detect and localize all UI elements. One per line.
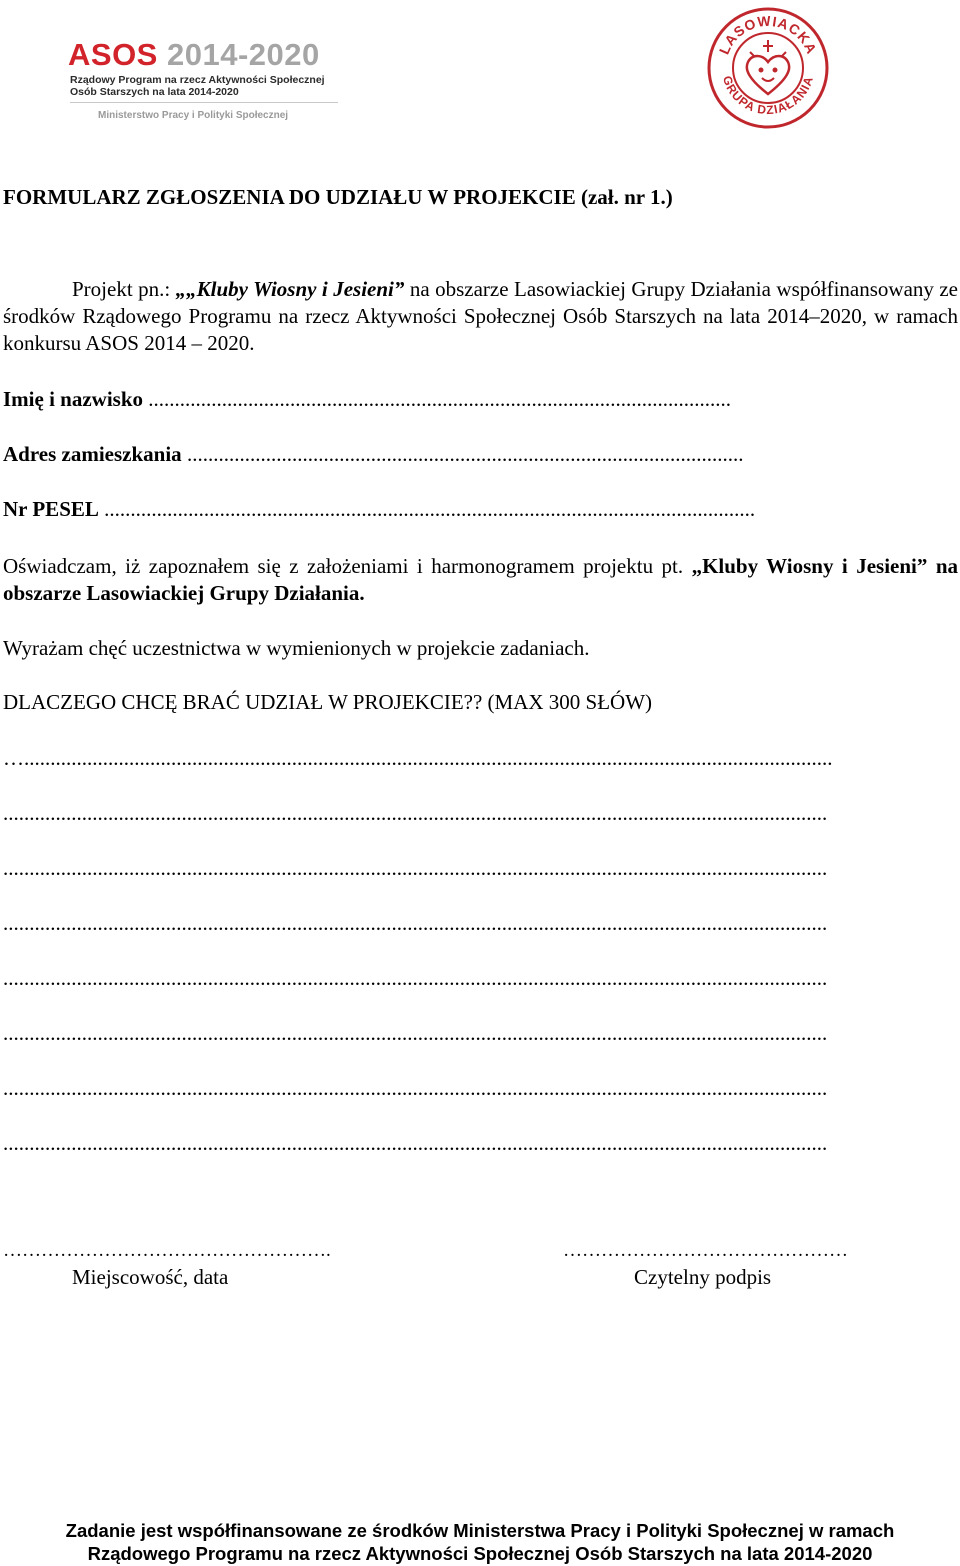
field-pesel-label: Nr PESEL bbox=[3, 497, 99, 521]
signature-field[interactable]: ……………………………………… bbox=[563, 1240, 848, 1261]
field-pesel-dots[interactable]: ............................................................................................................................ bbox=[98, 497, 756, 521]
declaration-project-name: „Kluby Wiosny i Jesieni” na obszarze Lasowiackiej Grupy Działania. bbox=[3, 554, 959, 605]
willingness-statement: Wyrażam chęć uczestnictwa w wymienionych w projekcie zadaniach. bbox=[3, 636, 590, 660]
field-name[interactable] bbox=[3, 387, 958, 412]
field-address-dots[interactable]: .......................................................................................................... bbox=[181, 442, 744, 466]
field-name-label: Imię i nazwisko bbox=[3, 387, 144, 411]
asos-logo-line1: Rządowy Program na rzecz Aktywności Społecznej bbox=[70, 74, 325, 86]
asos-logo-line2: Osób Starszych na lata 2014-2020 bbox=[70, 86, 239, 98]
project-intro bbox=[3, 276, 958, 357]
declaration-text: Oświadczam, iż zapoznałem się z założeniami i harmonogramem projektu pt. bbox=[3, 554, 692, 578]
footer-line-1: Zadanie jest współfinansowane ze środków Ministerstwa Pracy i Polityki Społecznej w ramach bbox=[65, 1520, 895, 1541]
signature-label: Czytelny podpis bbox=[634, 1265, 772, 1289]
answer-line-6[interactable]: ............................................................................................................................................................. bbox=[3, 1021, 828, 1045]
answer-line-7[interactable]: ............................................................................................................................................................. bbox=[3, 1076, 828, 1100]
asos-logo-title bbox=[68, 38, 320, 72]
declaration bbox=[3, 553, 958, 607]
asos-logo-divider bbox=[70, 102, 338, 103]
intro-rest: na obszarze Lasowiackiej Grupy Działania współfinansowany ze środków Rządowego Programu na rzecz Aktywności Społecznej Osób Starszych na lata 2014–2020, w ramach konkursu ASOS 2014 – 2020. bbox=[3, 277, 958, 355]
field-name-dots[interactable]: ............................................................................................................... bbox=[143, 387, 732, 411]
lgd-seal-logo bbox=[706, 6, 830, 130]
answer-line-8[interactable]: ............................................................................................................................................................. bbox=[3, 1131, 828, 1155]
field-address[interactable] bbox=[3, 442, 958, 467]
field-address-label: Adres zamieszkania bbox=[3, 442, 182, 466]
footer-line-2: Rządowego Programu na rzecz Aktywności Społecznej Osób Starszych na lata 2014-2020 bbox=[87, 1543, 873, 1564]
asos-logo-years: 2014-2020 bbox=[166, 37, 320, 72]
answer-line-3[interactable]: ............................................................................................................................................................. bbox=[3, 856, 828, 880]
seal-emblem-icon bbox=[706, 6, 830, 130]
intro-project-title: „„Kluby Wiosny i Jesieni” bbox=[175, 277, 405, 301]
answer-line-1[interactable]: ….......................................................................................................................................................... bbox=[3, 746, 833, 770]
field-pesel[interactable] bbox=[3, 497, 958, 522]
seal-top-text: LASOWIACKA bbox=[715, 12, 821, 57]
seal-bottom-text: GRUPA DZIAŁANIA bbox=[719, 74, 817, 118]
asos-logo-brand: ASOS bbox=[68, 37, 158, 72]
answer-line-5[interactable]: ............................................................................................................................................................. bbox=[3, 966, 828, 990]
place-date-field[interactable]: ……………………………………………. bbox=[3, 1240, 331, 1261]
answer-line-2[interactable]: ............................................................................................................................................................. bbox=[3, 801, 828, 825]
funding-footer bbox=[0, 1519, 960, 1565]
intro-prefix: Projekt pn.: bbox=[72, 277, 176, 301]
asos-logo bbox=[68, 38, 348, 128]
form-heading: FORMULARZ ZGŁOSZENIA DO UDZIAŁU W PROJEKCIE (zał. nr 1.) bbox=[3, 185, 673, 209]
motivation-question: DLACZEGO CHCĘ BRAĆ UDZIAŁ W PROJEKCIE?? (MAX 300 SŁÓW) bbox=[3, 690, 653, 714]
asos-logo-ministry: Ministerstwo Pracy i Polityki Społecznej bbox=[98, 110, 289, 121]
answer-line-4[interactable]: ............................................................................................................................................................. bbox=[3, 911, 828, 935]
place-date-label: Miejscowość, data bbox=[72, 1265, 229, 1289]
